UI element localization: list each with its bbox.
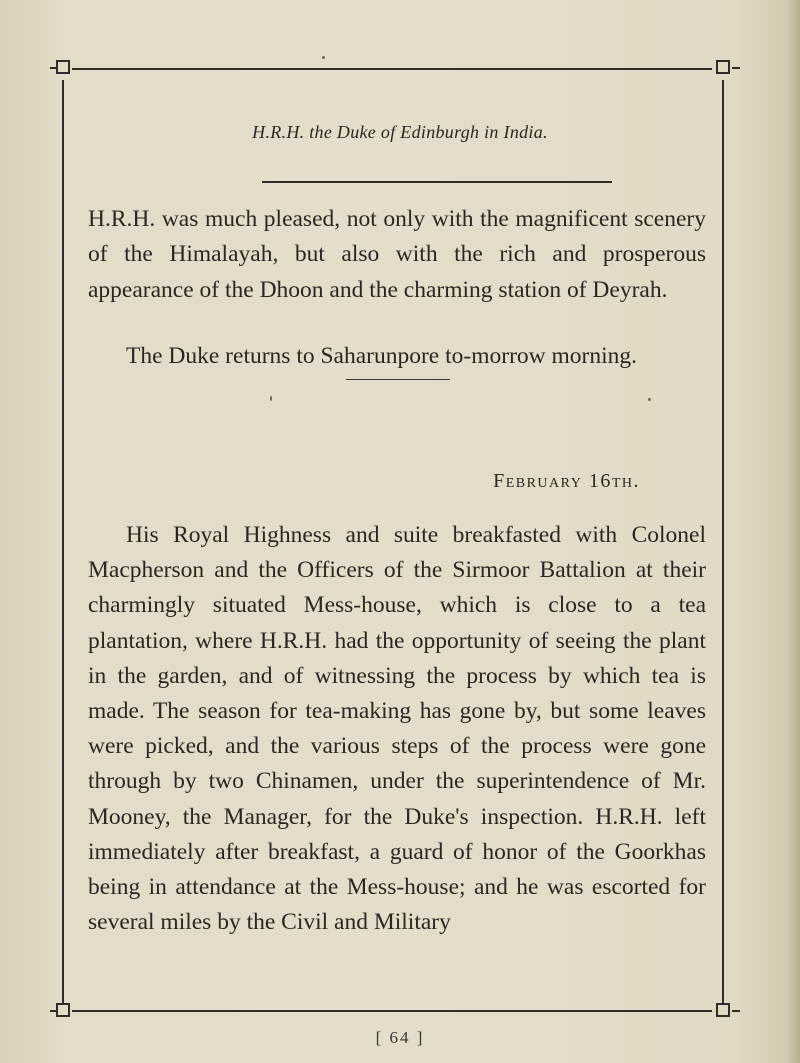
corner-ornament-top-left: [56, 60, 70, 74]
page-number: [ 64 ]: [375, 1028, 425, 1047]
paper-speck: [270, 396, 272, 401]
running-head: H.R.H. the Duke of Edinburgh in India.: [252, 122, 548, 142]
header-rule: [262, 181, 612, 183]
bottom-border-rule: [72, 1010, 712, 1012]
right-border-rule: [722, 80, 724, 1004]
paragraph-duke-returns: The Duke returns to Saharunpore to-morrow morning.: [126, 343, 637, 369]
paragraph-himalayah: H.R.H. was much pleased, not only with the magnificent scenery of the Himalayah, but also with the rich and prosperous appearance of the Dhoon and the charming station of Deyrah.: [88, 206, 706, 303]
left-border-rule: [62, 80, 64, 1004]
paragraph-breakfast: His Royal Highness and suite breakfasted with Colonel Macpherson and the Officers of the Sirmoor Battalion at their charmingly situated Mess-house, which is close to a tea plantation, where H.R.H. had the opportunity of seeing the plant in the garden, and of witnessing the process by which tea is made. The season for tea-making has gone by, but some leaves were picked, and the various steps of the process were gone through by two Chinamen, under the superintendence of Mr. Mooney, the Manager, for the Duke's inspection. H.R.H. left immediately after breakfast, a guard of honor of the Goorkhas being in attendance at the Mess-house; and he was escorted for several miles by the Civil and Military: [88, 522, 706, 936]
paper-speck: [648, 398, 651, 401]
top-border-rule: [72, 68, 712, 70]
dateline: February 16th.: [493, 470, 640, 492]
corner-ornament-bottom-left: [56, 1003, 70, 1017]
binding-shadow: [786, 0, 800, 1063]
section-divider: [346, 379, 450, 380]
paper-speck: [322, 56, 325, 59]
corner-ornament-bottom-right: [716, 1003, 730, 1017]
corner-ornament-top-right: [716, 60, 730, 74]
